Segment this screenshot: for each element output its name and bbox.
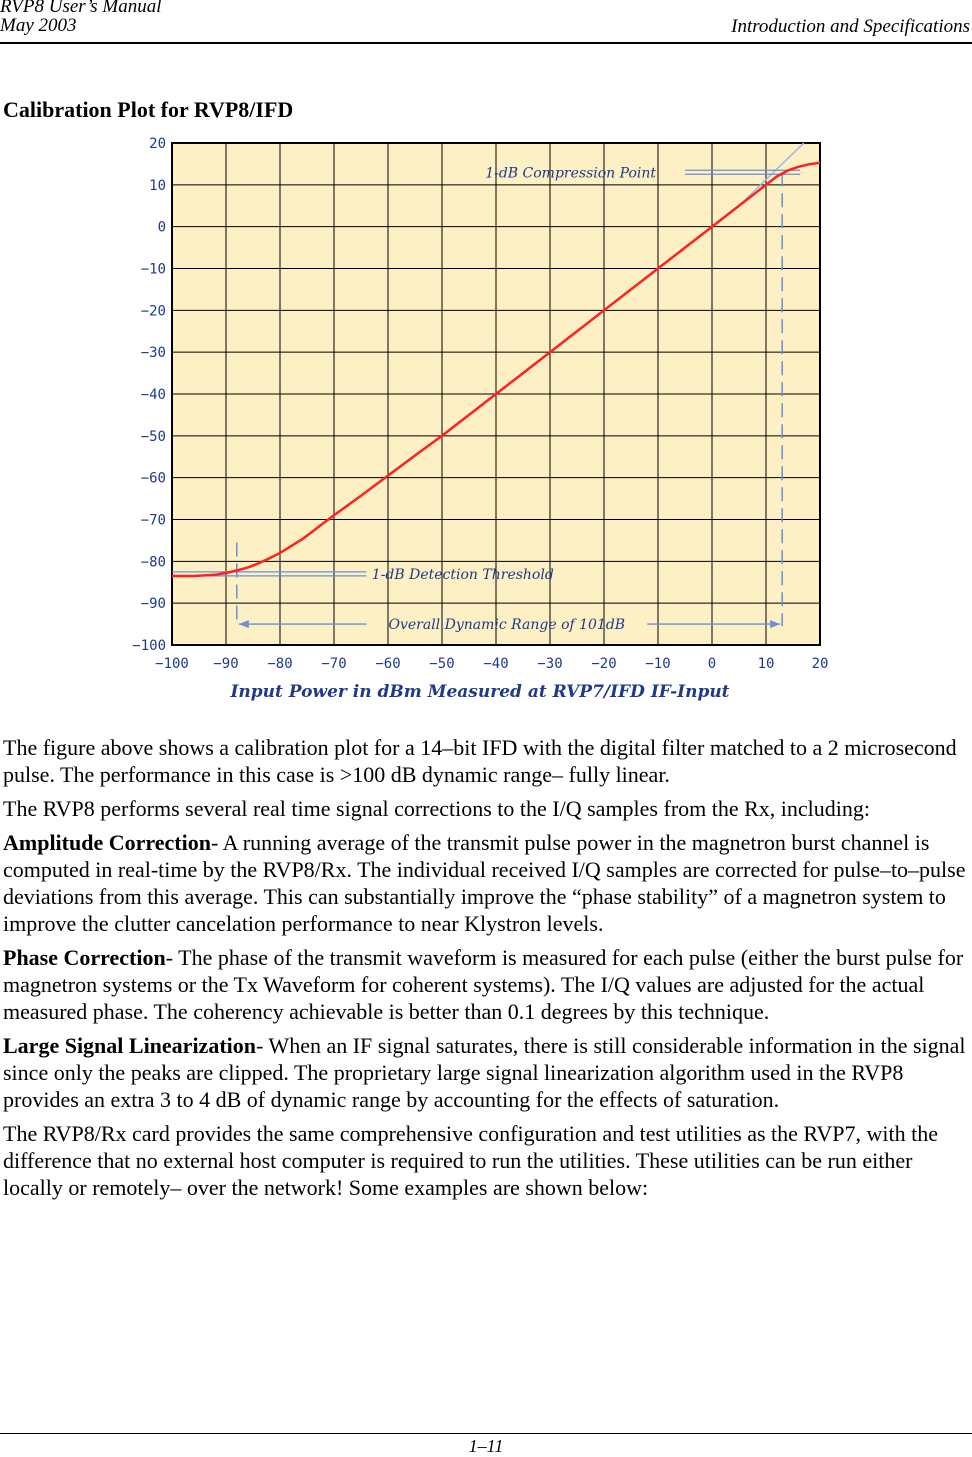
x-axis-label: Input Power in dBm Measured at RVP7/IFD IF-Input (230, 682, 730, 702)
y-tick-label: −70 (140, 512, 166, 529)
compression-label: 1-dB Compression Point (485, 165, 657, 182)
x-tick-label: −10 (645, 656, 671, 672)
paragraph-large-signal (3, 1032, 969, 1113)
term-amplitude-correction: Amplitude Correction (3, 830, 211, 855)
y-tick-label: −10 (140, 261, 166, 278)
paragraph-phase-correction (3, 944, 969, 1025)
x-tick-label: −70 (321, 656, 347, 672)
threshold-label: 1-dB Detection Threshold (371, 566, 554, 583)
text-large-signal-linearization: - When an IF signal saturates, there is still considerable information in the signal since only the peaks are clipped. The proprietary large signal linearization algorithm used in the RVP8 provides an extra 3 to 4 dB of dynamic range by accounting for the effects of saturation. (3, 1033, 966, 1112)
y-tick-label: −60 (140, 470, 166, 487)
term-phase-correction: Phase Correction (3, 945, 166, 970)
x-tick-label: −80 (267, 656, 293, 672)
y-tick-label: 20 (149, 136, 166, 152)
x-tick-label: −60 (375, 656, 401, 672)
y-tick-label: −90 (140, 596, 166, 613)
footer-rule (0, 1433, 972, 1434)
calibration-chart (118, 130, 838, 708)
page-number: 1–11 (468, 1436, 504, 1456)
x-tick-label: 0 (707, 656, 717, 672)
y-tick-label: 0 (157, 219, 166, 236)
y-tick-label: −20 (140, 303, 166, 320)
y-tick-label: −40 (140, 387, 166, 403)
paragraph-corrections-intro: The RVP8 performs several real time signal corrections to the I/Q samples from the Rx, including: (3, 796, 871, 821)
header-manual-title: RVP8 User’s Manual (0, 0, 162, 17)
term-large-signal-linearization: Large Signal Linearization (3, 1033, 256, 1058)
x-tick-label: −20 (591, 656, 617, 672)
paragraph-utilities: The RVP8/Rx card provides the same comprehensive configuration and test utilities as the RVP7, with the difference that no external host computer is required to run the utilities. These utilities can be run either locally or remotely– over the network! Some examples are shown below: (3, 1121, 938, 1200)
text-amplitude-correction: - A running average of the transmit pulse power in the magnetron burst channel is computed in real-time by the RVP8/Rx. The individual received I/Q samples are corrected for pulse–to–pulse deviations from this average. This can substantially improve the “phase stability” of a magnetron system to improve the clutter cancelation performance to near Klystron levels. (3, 830, 966, 936)
paragraph-figure-description: The figure above shows a calibration plot for a 14–bit IFD with the digital filter matched to a 2 microsecond pulse. The performance in this case is >100 dB dynamic range– fully linear. (3, 735, 957, 787)
header-date: May 2003 (0, 15, 77, 36)
text-phase-correction: - The phase of the transmit waveform is measured for each pulse (either the burst pulse for magnetron systems or the Tx Waveform for coherent systems). The I/Q values are adjusted for the actual measured phase. The coherency achievable is better than 0.1 degrees by this technique. (3, 945, 964, 1024)
x-tick-label: 10 (757, 656, 775, 672)
x-tick-label: −90 (213, 656, 239, 672)
y-tick-label: −30 (140, 345, 166, 362)
x-tick-label: 20 (811, 656, 829, 672)
header-section: Introduction and Specifications (731, 16, 970, 37)
y-tick-label: −50 (140, 428, 166, 445)
x-tick-label: −50 (429, 656, 455, 672)
y-tick-label: −100 (132, 638, 166, 654)
section-title: Calibration Plot for RVP8/IFD (3, 97, 294, 122)
x-tick-label: −40 (483, 656, 509, 672)
x-tick-label: −100 (155, 656, 189, 672)
y-tick-label: 10 (149, 177, 166, 194)
body-text (3, 734, 969, 1208)
y-tick-label: −80 (140, 554, 166, 571)
header-rule (0, 42, 972, 44)
paragraph-amplitude-correction (3, 829, 969, 937)
x-tick-label: −30 (537, 656, 563, 672)
dynamic-range-label: Overall Dynamic Range of 101dB (388, 617, 626, 634)
